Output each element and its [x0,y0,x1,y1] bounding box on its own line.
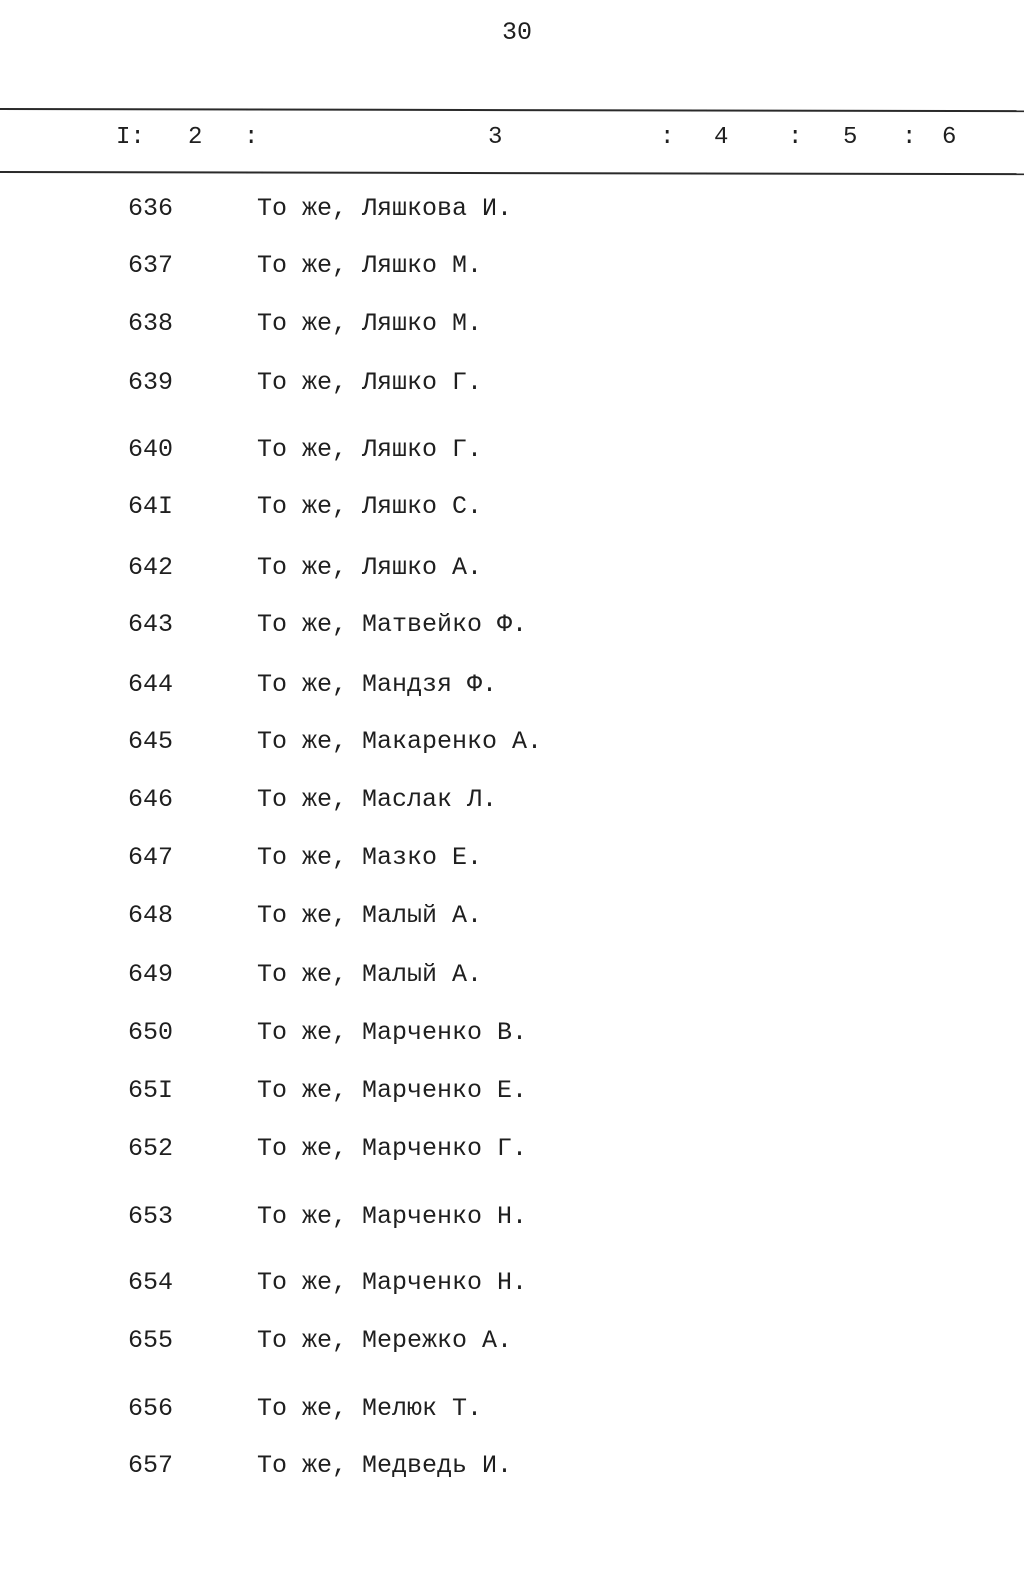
table-rule-top [0,108,1024,112]
header-col-3: 3 [488,124,503,151]
row-name: То же, Марченко Г. [257,1134,528,1163]
row-number: 646 [128,785,174,814]
header-col-2: 2 [188,124,203,151]
header-col-1: I: [116,124,145,151]
table-row [0,309,1024,343]
header-col-6: 6 [942,124,957,151]
row-number: 647 [128,843,174,872]
table-row [0,1076,1024,1110]
row-number: 656 [128,1394,174,1423]
row-name: То же, Маслак Л. [257,785,498,814]
row-number: 637 [128,251,174,280]
table-row [0,435,1024,469]
row-name: То же, Малый А. [257,901,483,930]
header-separator-5: : [902,124,917,151]
header-separator-3: : [660,124,675,151]
row-number: 639 [128,368,174,397]
table-rule-bottom [0,171,1024,175]
row-number: 648 [128,901,174,930]
row-name: То же, Ляшко Г. [257,435,483,464]
table-row [0,1451,1024,1485]
row-name: То же, Мазко Е. [257,843,483,872]
row-number: 64I [128,492,174,521]
table-row [0,1202,1024,1236]
header-separator-2: : [244,124,259,151]
header-separator-4: : [788,124,803,151]
row-number: 649 [128,960,174,989]
row-name: То же, Ляшко С. [257,492,483,521]
table-row [0,194,1024,228]
row-number: 644 [128,670,174,699]
row-name: То же, Мелюк Т. [257,1394,483,1423]
row-number: 638 [128,309,174,338]
table-row [0,1018,1024,1052]
row-number: 645 [128,727,174,756]
header-col-5: 5 [843,124,858,151]
row-name: То же, Мандзя Ф. [257,670,498,699]
row-name: То же, Мережко А. [257,1326,513,1355]
table-row [0,785,1024,819]
row-name: То же, Ляшко М. [257,309,483,338]
page-number: 30 [501,18,532,47]
row-name: То же, Медведь И. [257,1451,513,1480]
row-number: 642 [128,553,174,582]
table-row [0,1394,1024,1428]
table-row [0,843,1024,877]
row-number: 654 [128,1268,174,1297]
table-row [0,670,1024,704]
header-col-4: 4 [714,124,729,151]
row-number: 657 [128,1451,174,1480]
row-name: То же, Марченко Е. [257,1076,528,1105]
row-name: То же, Ляшко М. [257,251,483,280]
table-row [0,553,1024,587]
table-row [0,901,1024,935]
row-name: То же, Макаренко А. [257,727,543,756]
row-name: То же, Марченко Н. [257,1202,528,1231]
row-number: 65I [128,1076,174,1105]
table-row [0,960,1024,994]
table-row [0,251,1024,285]
row-name: То же, Ляшкова И. [257,194,513,223]
row-number: 653 [128,1202,174,1231]
row-number: 652 [128,1134,174,1163]
table-row [0,610,1024,644]
table-row [0,492,1024,526]
row-number: 643 [128,610,174,639]
row-number: 655 [128,1326,174,1355]
row-name: То же, Малый А. [257,960,483,989]
table-row [0,1326,1024,1360]
table-row [0,368,1024,402]
row-name: То же, Марченко Н. [257,1268,528,1297]
table-row [0,727,1024,761]
row-name: То же, Ляшко А. [257,553,483,582]
table-row [0,1268,1024,1302]
row-name: То же, Матвейко Ф. [257,610,528,639]
table-row [0,1134,1024,1168]
row-name: То же, Марченко В. [257,1018,528,1047]
row-number: 650 [128,1018,174,1047]
row-number: 640 [128,435,174,464]
row-number: 636 [128,194,174,223]
row-name: То же, Ляшко Г. [257,368,483,397]
